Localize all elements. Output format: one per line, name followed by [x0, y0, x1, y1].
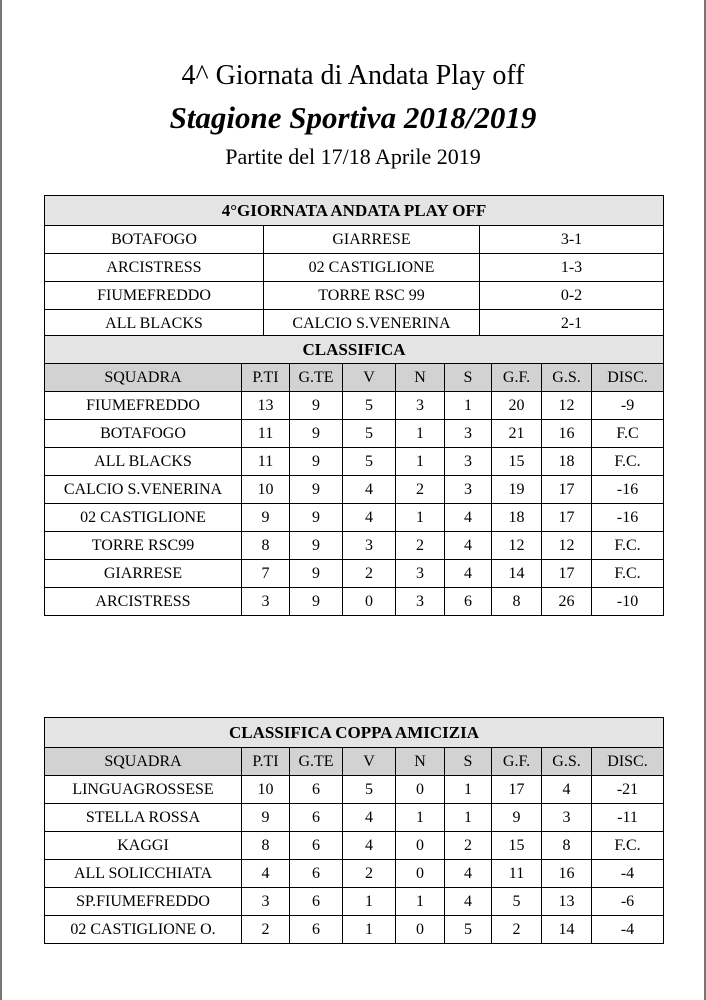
stat-cell: 8: [492, 588, 542, 616]
column-header-row: [45, 364, 664, 392]
stat-cell: 17: [542, 560, 592, 588]
stat-cell: -9: [592, 392, 664, 420]
match-home-team: ALL BLACKS: [45, 310, 264, 338]
table-row: [45, 916, 664, 944]
stat-cell: 3: [445, 476, 492, 504]
stat-cell: 12: [542, 532, 592, 560]
column-header: P.TI: [242, 748, 290, 776]
stat-cell: 4: [343, 832, 396, 860]
stat-cell: 4: [445, 560, 492, 588]
stat-cell: 2: [242, 916, 290, 944]
stat-cell: 9: [290, 504, 343, 532]
column-header: G.F.: [492, 364, 542, 392]
stat-cell: 21: [492, 420, 542, 448]
stat-cell: 6: [290, 916, 343, 944]
stat-cell: 3: [396, 588, 445, 616]
stat-cell: 1: [445, 804, 492, 832]
match-away-team: 02 CASTIGLIONE: [264, 254, 480, 282]
stat-cell: 5: [445, 916, 492, 944]
stat-cell: -4: [592, 916, 664, 944]
stat-cell: 1: [396, 448, 445, 476]
stat-cell: 13: [242, 392, 290, 420]
stat-cell: 17: [542, 476, 592, 504]
team-name: GIARRESE: [45, 560, 242, 588]
stat-cell: 17: [542, 504, 592, 532]
column-header: G.S.: [542, 748, 592, 776]
stat-cell: 8: [542, 832, 592, 860]
stat-cell: F.C: [592, 420, 664, 448]
stat-cell: 0: [396, 832, 445, 860]
column-header: P.TI: [242, 364, 290, 392]
team-name: BOTAFOGO: [45, 420, 242, 448]
column-header-row: [45, 748, 664, 776]
match-away-team: GIARRESE: [264, 226, 480, 254]
stat-cell: 0: [396, 860, 445, 888]
stat-cell: 9: [290, 532, 343, 560]
stat-cell: 1: [396, 888, 445, 916]
stat-cell: 5: [343, 420, 396, 448]
stat-cell: 9: [290, 448, 343, 476]
stat-cell: 11: [242, 448, 290, 476]
stat-cell: 18: [542, 448, 592, 476]
team-name: 02 CASTIGLIONE: [45, 504, 242, 532]
results-title: 4°GIORNATA ANDATA PLAY OFF: [45, 196, 664, 226]
stat-cell: 2: [343, 560, 396, 588]
stat-cell: 7: [242, 560, 290, 588]
stat-cell: 4: [445, 504, 492, 532]
team-name: 02 CASTIGLIONE O.: [45, 916, 242, 944]
stat-cell: 15: [492, 832, 542, 860]
stat-cell: 14: [542, 916, 592, 944]
stat-cell: 4: [343, 804, 396, 832]
stat-cell: 10: [242, 476, 290, 504]
stat-cell: F.C.: [592, 560, 664, 588]
coppa-table: [44, 717, 664, 944]
stat-cell: 1: [396, 420, 445, 448]
stat-cell: 1: [343, 916, 396, 944]
stat-cell: 9: [492, 804, 542, 832]
column-header: SQUADRA: [45, 364, 242, 392]
column-header: S: [445, 748, 492, 776]
stat-cell: 2: [445, 832, 492, 860]
stat-cell: 6: [290, 860, 343, 888]
column-header: N: [396, 364, 445, 392]
table-row: [45, 588, 664, 616]
stat-cell: 4: [445, 860, 492, 888]
table-row: [45, 532, 664, 560]
stat-cell: 1: [445, 392, 492, 420]
stat-cell: 11: [242, 420, 290, 448]
stat-cell: 12: [542, 392, 592, 420]
stat-cell: 3: [542, 804, 592, 832]
table-row: [45, 560, 664, 588]
table-row: [45, 504, 664, 532]
stat-cell: 3: [396, 560, 445, 588]
stat-cell: 9: [242, 504, 290, 532]
column-header: DISC.: [592, 364, 664, 392]
stat-cell: 3: [242, 888, 290, 916]
stat-cell: 3: [445, 420, 492, 448]
results-table: [44, 195, 664, 338]
stat-cell: F.C.: [592, 832, 664, 860]
team-name: SP.FIUMEFREDDO: [45, 888, 242, 916]
stat-cell: 9: [290, 420, 343, 448]
stat-cell: 4: [542, 776, 592, 804]
team-name: ALL BLACKS: [45, 448, 242, 476]
stat-cell: 4: [445, 888, 492, 916]
page-title: 4^ Giornata di Andata Play off: [181, 60, 525, 91]
stat-cell: F.C.: [592, 448, 664, 476]
stat-cell: 17: [492, 776, 542, 804]
stat-cell: 5: [343, 392, 396, 420]
stat-cell: 6: [290, 832, 343, 860]
stat-cell: 8: [242, 832, 290, 860]
stat-cell: 26: [542, 588, 592, 616]
stat-cell: 0: [396, 776, 445, 804]
stat-cell: 20: [492, 392, 542, 420]
stat-cell: 18: [492, 504, 542, 532]
stat-cell: 4: [343, 504, 396, 532]
stat-cell: 13: [542, 888, 592, 916]
stat-cell: 12: [492, 532, 542, 560]
stat-cell: 19: [492, 476, 542, 504]
table-row: [45, 392, 664, 420]
stat-cell: 6: [290, 804, 343, 832]
match-dates: Partite del 17/18 Aprile 2019: [225, 144, 481, 169]
match-row: [45, 282, 664, 310]
stat-cell: -11: [592, 804, 664, 832]
stat-cell: 11: [492, 860, 542, 888]
column-header: N: [396, 748, 445, 776]
match-away-team: TORRE RSC 99: [264, 282, 480, 310]
column-header: V: [343, 748, 396, 776]
stat-cell: 14: [492, 560, 542, 588]
match-row: [45, 226, 664, 254]
column-header: DISC.: [592, 748, 664, 776]
stat-cell: -6: [592, 888, 664, 916]
match-home-team: ARCISTRESS: [45, 254, 264, 282]
column-header: V: [343, 364, 396, 392]
stat-cell: 1: [396, 504, 445, 532]
stat-cell: F.C.: [592, 532, 664, 560]
column-header: G.TE: [290, 748, 343, 776]
table-row: [45, 888, 664, 916]
column-header: G.TE: [290, 364, 343, 392]
stat-cell: 9: [290, 588, 343, 616]
stat-cell: 4: [445, 532, 492, 560]
stat-cell: 16: [542, 420, 592, 448]
stat-cell: 1: [445, 776, 492, 804]
team-name: CALCIO S.VENERINA: [45, 476, 242, 504]
stat-cell: 2: [396, 532, 445, 560]
match-home-team: BOTAFOGO: [45, 226, 264, 254]
stat-cell: 3: [396, 392, 445, 420]
match-score: 2-1: [480, 310, 664, 338]
stat-cell: 2: [343, 860, 396, 888]
table-row: [45, 420, 664, 448]
stat-cell: 3: [445, 448, 492, 476]
match-away-team: CALCIO S.VENERINA: [264, 310, 480, 338]
stat-cell: -4: [592, 860, 664, 888]
team-name: LINGUAGROSSESE: [45, 776, 242, 804]
table-row: [45, 832, 664, 860]
stat-cell: 0: [343, 588, 396, 616]
stat-cell: 16: [542, 860, 592, 888]
season-subtitle: Stagione Sportiva 2018/2019: [169, 100, 537, 135]
column-header: G.S.: [542, 364, 592, 392]
stat-cell: -21: [592, 776, 664, 804]
match-row: [45, 310, 664, 338]
match-row: [45, 254, 664, 282]
stat-cell: 1: [343, 888, 396, 916]
stat-cell: 4: [242, 860, 290, 888]
stat-cell: 9: [242, 804, 290, 832]
stat-cell: 15: [492, 448, 542, 476]
table-row: [45, 448, 664, 476]
table-row: [45, 804, 664, 832]
team-name: FIUMEFREDDO: [45, 392, 242, 420]
stat-cell: 6: [290, 888, 343, 916]
match-home-team: FIUMEFREDDO: [45, 282, 264, 310]
stat-cell: 6: [445, 588, 492, 616]
column-header: SQUADRA: [45, 748, 242, 776]
stat-cell: 1: [396, 804, 445, 832]
stat-cell: 2: [396, 476, 445, 504]
column-header: G.F.: [492, 748, 542, 776]
stat-cell: 8: [242, 532, 290, 560]
table-row: [45, 476, 664, 504]
stat-cell: 5: [492, 888, 542, 916]
coppa-title: CLASSIFICA COPPA AMICIZIA: [45, 718, 664, 748]
stat-cell: 6: [290, 776, 343, 804]
team-name: STELLA ROSSA: [45, 804, 242, 832]
team-name: KAGGI: [45, 832, 242, 860]
team-name: ARCISTRESS: [45, 588, 242, 616]
stat-cell: 9: [290, 476, 343, 504]
stat-cell: 9: [290, 560, 343, 588]
team-name: ALL SOLICCHIATA: [45, 860, 242, 888]
standings-table: [44, 335, 664, 616]
stat-cell: 0: [396, 916, 445, 944]
stat-cell: 3: [343, 532, 396, 560]
match-score: 3-1: [480, 226, 664, 254]
stat-cell: 5: [343, 448, 396, 476]
stat-cell: 4: [343, 476, 396, 504]
stat-cell: 10: [242, 776, 290, 804]
stat-cell: 5: [343, 776, 396, 804]
match-score: 1-3: [480, 254, 664, 282]
stat-cell: 3: [242, 588, 290, 616]
table-row: [45, 860, 664, 888]
stat-cell: -10: [592, 588, 664, 616]
stat-cell: -16: [592, 504, 664, 532]
standings-title: CLASSIFICA: [45, 336, 664, 364]
stat-cell: -16: [592, 476, 664, 504]
stat-cell: 2: [492, 916, 542, 944]
column-header: S: [445, 364, 492, 392]
match-score: 0-2: [480, 282, 664, 310]
team-name: TORRE RSC99: [45, 532, 242, 560]
table-row: [45, 776, 664, 804]
stat-cell: 9: [290, 392, 343, 420]
